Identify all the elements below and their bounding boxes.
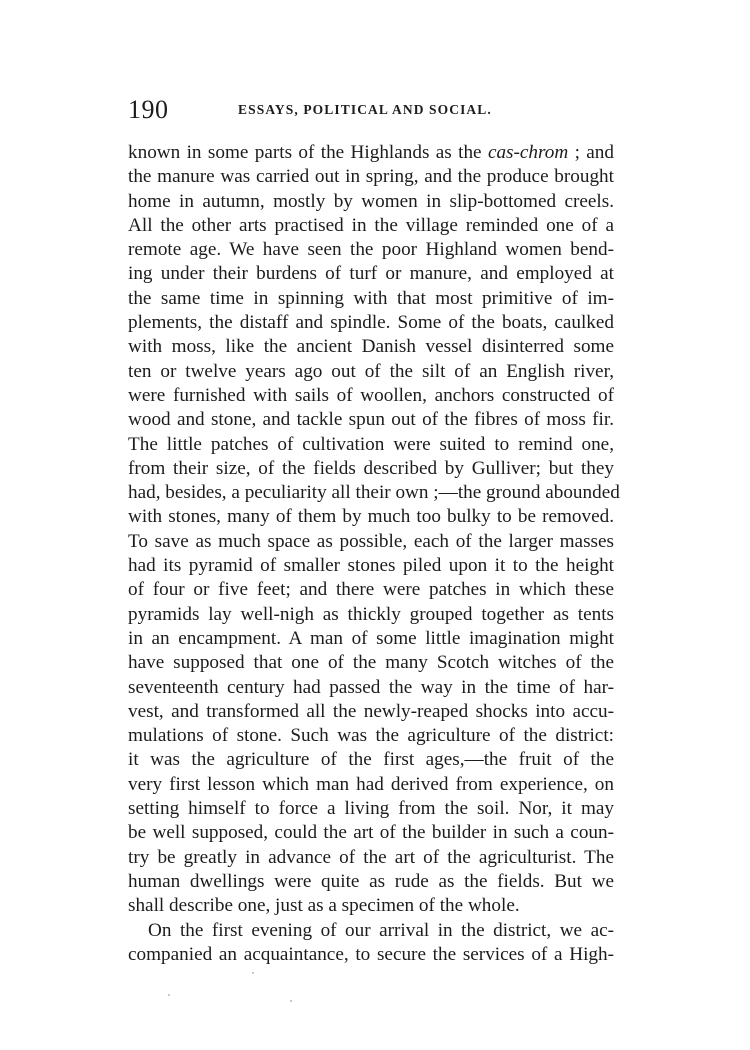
text-line: were furnished with sails of woollen, anchors constructed of — [128, 384, 614, 406]
text-line: companied an acquaintance, to secure the services of a High- — [128, 943, 614, 965]
text-line: had its pyramid of smaller stones piled upon it to the height — [128, 555, 614, 577]
running-head — [128, 93, 614, 127]
text-line: in an encampment. A man of some little imagination might — [128, 627, 614, 649]
page-number: 190 — [128, 95, 169, 124]
text-line: seventeenth century had passed the way in the time of har- — [128, 676, 614, 698]
text-line: wood and stone, and tackle spun out of the fibres of moss fir. — [128, 409, 614, 431]
text-line: All the other arts practised in the village reminded one of a — [128, 214, 614, 236]
text-line: shall describe one, just as a specimen of the whole. — [128, 895, 520, 917]
running-title: ESSAYS, POLITICAL AND SOCIAL. — [238, 102, 492, 117]
text-line: with moss, like the ancient Danish vessel disinterred some — [128, 336, 614, 358]
text-line: human dwellings were quite as rude as the fields. But we — [128, 870, 614, 892]
text-line: ing under their burdens of turf or manure, and employed at — [128, 263, 614, 285]
text-line: On the first evening of our arrival in the district, we ac- — [148, 919, 614, 941]
text-line: home in autumn, mostly by women in slip-bottomed creels. — [128, 190, 614, 212]
text-line: from their size, of the fields described by Gulliver; but they — [128, 457, 614, 479]
paragraph — [128, 919, 614, 968]
text-line: setting himself to force a living from the soil. Nor, it may — [128, 798, 614, 820]
text-line: had, besides, a peculiarity all their own ;—the ground abounded — [128, 482, 620, 504]
text-line: To save as much space as possible, each of the larger masses — [128, 530, 614, 552]
text-line: the manure was carried out in spring, and the produce brought — [128, 166, 614, 188]
body-text — [128, 141, 620, 967]
text-line: vest, and transformed all the newly-reaped shocks into accu- — [128, 700, 614, 722]
italic-term: cas-chrom — [487, 142, 569, 163]
text-line: pyramids lay well-nigh as thickly grouped together as tents — [128, 603, 614, 625]
text-line: mulations of stone. Such was the agriculture of the district: — [128, 725, 614, 747]
text-line: have supposed that one of the many Scotch witches of the — [128, 652, 614, 674]
text-line: The little patches of cultivation were suited to remind one, — [128, 433, 614, 455]
paper-speck — [290, 1000, 292, 1002]
text-line: of four or five feet; and there were patches in which these — [128, 579, 614, 601]
text-line: plements, the distaff and spindle. Some of the boats, caulked — [128, 312, 614, 334]
text-line: with stones, many of them by much too bulky to be removed. — [128, 506, 614, 528]
text-line: remote age. We have seen the poor Highland women bend- — [128, 239, 614, 261]
paper-speck — [168, 994, 170, 996]
text-line: known in some parts of the Highlands as the cas-chrom ; and — [128, 142, 614, 163]
text-line: the same time in spinning with that most primitive of im- — [128, 287, 614, 309]
text-line: it was the agriculture of the first ages,—the fruit of the — [128, 749, 614, 771]
text-line: very first lesson which man had derived from experience, on — [128, 773, 614, 795]
paper-speck — [252, 972, 254, 974]
paragraph — [128, 141, 620, 919]
text-line: be well supposed, could the art of the builder in such a coun- — [128, 822, 614, 844]
text-line: ten or twelve years ago out of the silt of an English river, — [128, 360, 614, 382]
text-line: try be greatly in advance of the art of the agriculturist. The — [128, 846, 614, 868]
